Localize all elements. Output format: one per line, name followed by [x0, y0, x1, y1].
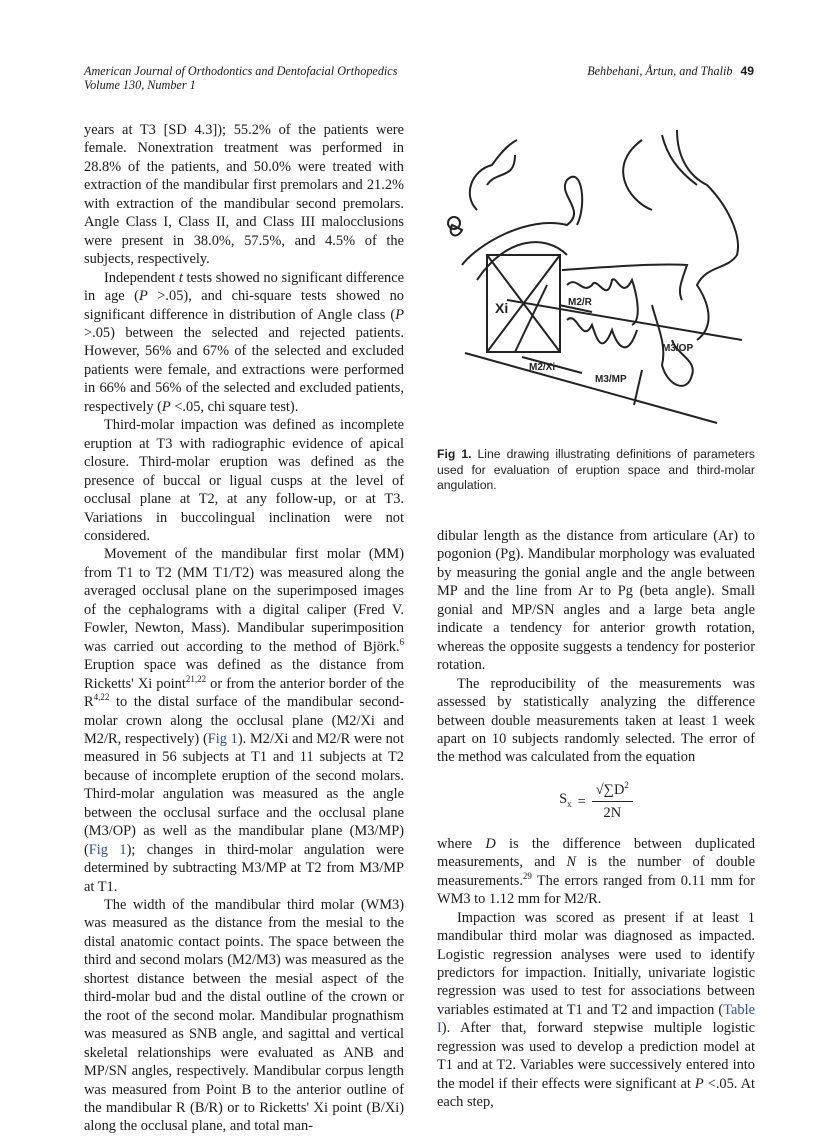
label-m3op: M3/OP — [662, 343, 694, 354]
text-run: <.05, chi square test). — [170, 398, 299, 415]
citation-superscript: 29 — [522, 870, 532, 881]
italic-text: P — [138, 288, 148, 305]
text-run: where — [437, 835, 486, 852]
text-run: The reproducibility of the measurements was assessed by statistically analyzing the difference between double measurements taken at least 1 week apart on 10 subjects randomly selected. The error of the method was calculated from the equation — [437, 675, 755, 766]
paragraph — [84, 121, 404, 269]
citation-superscript: 6 — [399, 636, 404, 647]
italic-text: N — [566, 854, 576, 871]
italic-text: P — [395, 306, 404, 323]
text-run: Impaction was scored as present if at least 1 mandibular third molar was diagnosed as impacted. Logistic regression analyses were used to identify predictors for impaction. Initially, univariate logistic regression was used to test for associations between variables estimated at T1 and T2 and impaction ( — [437, 909, 755, 1018]
text-run: years at T3 [SD 4.3]); 55.2% of the patients were female. Nonextration treatment was performed in 28.8% of the patients, and 50.0% were treated with extraction of the mandibular first premolars and 21.2% with extraction of the mandibular second premolars. Angle Class I, Class II, and Class III malocclusions were present in 38.0%, 57.5%, and 4.5% of the subjects, respectively. — [84, 122, 404, 268]
paragraph — [437, 835, 755, 909]
text-run: dibular length as the distance from articulare (Ar) to pogonion (Pg). Mandibular morphology was evaluated by measuring the gonial angle and the angle between MP and the line from Ar to Pg (beta angle). Small gonial and MP/SN angles and a large beta angle indicate a tendency for anterior growth rotation, whereas the opposite suggests a tendency for posterior rotation. — [437, 528, 755, 674]
text-run: ). After that, forward stepwise multiple logistic regression was used to develop a prediction model at T1 and at T2. Variables were successively entered into the model if their effects were significant at — [437, 1020, 755, 1092]
paragraph — [437, 527, 755, 675]
text-run: ); changes in third-molar angulation were determined by subtracting M3/MP at T2 from M3/MP at T1. — [84, 841, 404, 895]
text-run: Third-molar impaction was defined as incomplete eruption at T3 with radiographic evidence of apical closure. Third-molar eruption was defined as the presence of buccal or ligual cusps at the level of occlusal plane at T2, at any follow-up, or at T3. Variations in buccolingual inclination were not considered. — [84, 417, 404, 544]
eq-s: S — [559, 791, 568, 808]
italic-text: t — [178, 269, 183, 286]
text-run: to the distal surface of the mandibular second-molar crown along the occlusal plane (M2/Xi and M2/R, respectively) ( — [84, 694, 404, 747]
text-run: <.05. At each step, — [437, 1075, 756, 1111]
paragraph — [437, 675, 755, 767]
paragraph — [437, 909, 755, 1112]
profile-forehead — [623, 130, 738, 340]
label-m2r: M2/R — [568, 297, 592, 308]
figure-caption — [437, 447, 755, 494]
text-run: The errors ranged from 0.11 mm for WM3 to 1.12 mm for M2/R. — [437, 872, 755, 908]
paragraph — [84, 896, 404, 1136]
citation-superscript: 21,22 — [185, 673, 207, 684]
paragraph — [84, 269, 404, 417]
cephalometric-line-drawing — [437, 125, 757, 425]
text-run: ). M2/Xi and M2/R were not measured in 56 subjects at T1 and 11 subjects at T2 because of incomplete eruption of the second molars. Third-molar angulation was measured as the angle between the occlusal surface and the occlusal plane (M3/OP) as well as the mandibular plane (M3/MP) ( — [84, 730, 404, 858]
text-run: >.05) between the selected and rejected patients. However, 56% and 67% of the selected and excluded patients were female, and extractions were performed in 66% and 56% of the selected and excluded patients, respectively ( — [84, 324, 404, 415]
text-run: tests showed no significant difference in age ( — [84, 269, 404, 305]
authors: Behbehani, Årtun, and Thalib — [587, 64, 733, 78]
journal-volume: Volume 130, Number 1 — [84, 78, 196, 92]
ear-rod — [448, 217, 460, 229]
right-column — [437, 527, 755, 1112]
italic-text: P — [161, 398, 171, 415]
right-column-bottom — [437, 835, 755, 1112]
cross-reference-link[interactable]: Fig 1 — [88, 841, 127, 858]
text-run: or from the anterior border of the R — [84, 675, 404, 711]
m3mp-arrow — [634, 370, 642, 405]
italic-text: P — [694, 1075, 704, 1092]
paragraph — [84, 545, 404, 896]
eq-denominator: 2N — [603, 805, 622, 822]
running-header-right — [587, 64, 754, 78]
label-m2xi: M2/Xi — [529, 362, 556, 373]
italic-text: D — [485, 835, 496, 852]
eq-sub: x — [567, 799, 572, 810]
left-column — [84, 121, 404, 1136]
text-run: The width of the mandibular third molar (WM3) was measured as the distance from the mesial to the distal anatomic contact points. The space between the third and second molars (M2/M3) was measured as the shortest distance between the mesial aspect of the third-molar bud and the distal outline of the crown or the root of the second molar. Mandibular prognathism was measured as SNB angle, and sagittal and vertical skeletal relationships were evaluated as ANB and MP/SN angles, respectively. Mandibular corpus length was measured from Point B to the anterior outline of the mandibular R (B/R) or to Ricketts' Xi point (B/Xi) along the occlusal plane, and total man- — [84, 897, 404, 1135]
maxilla — [562, 264, 687, 300]
mandibular-plane — [465, 353, 717, 423]
caption-text: Line drawing illustrating definitions of parameters used for evaluation of eruption space and third-molar angulation. — [437, 447, 755, 492]
page-number: 49 — [740, 64, 754, 78]
journal-title: American Journal of Orthodontics and Dentofacial Orthopedics — [84, 64, 398, 78]
caption-label: Fig 1. — [437, 447, 472, 461]
eq-equals: = — [577, 793, 586, 810]
cross-reference-link[interactable]: Fig 1 — [207, 730, 238, 747]
right-column-top — [437, 527, 755, 767]
eq-num-sup: 2 — [624, 779, 629, 790]
label-xi: Xi — [495, 300, 509, 316]
text-run: Independent — [104, 269, 179, 286]
cross-reference-link[interactable]: Table I — [437, 1001, 755, 1037]
figure-1 — [437, 125, 757, 425]
equation-lhs — [559, 790, 572, 813]
eq-fraction — [592, 781, 633, 823]
text-run: is the difference between duplicated measurements, and — [437, 835, 755, 871]
eq-numerator — [592, 781, 633, 802]
text-run: >.05), and chi-square tests showed no significant difference in distribution of Angle class ( — [84, 288, 404, 323]
error-equation — [437, 781, 755, 823]
running-header-left — [84, 64, 397, 92]
cranial-base — [462, 177, 582, 280]
citation-superscript: 4,22 — [93, 692, 110, 703]
label-m3mp: M3/MP — [595, 374, 627, 385]
paragraph — [84, 416, 404, 545]
teeth — [567, 279, 693, 386]
eq-num-text: √∑D — [595, 781, 625, 798]
text-run: is the number of double measurements. — [437, 854, 756, 889]
text-run: Eruption space was defined as the distance from Ricketts' Xi point — [84, 657, 404, 692]
text-run: Movement of the mandibular first molar (MM) from T1 to T2 (MM T1/T2) was measured along the averaged occlusal plane on the superimposed images of the cephalograms with a digital caliper (Fred V. Fowler, Newton, Mass). Mandibular superimposition was carried out according to the method of Björk. — [84, 546, 404, 655]
